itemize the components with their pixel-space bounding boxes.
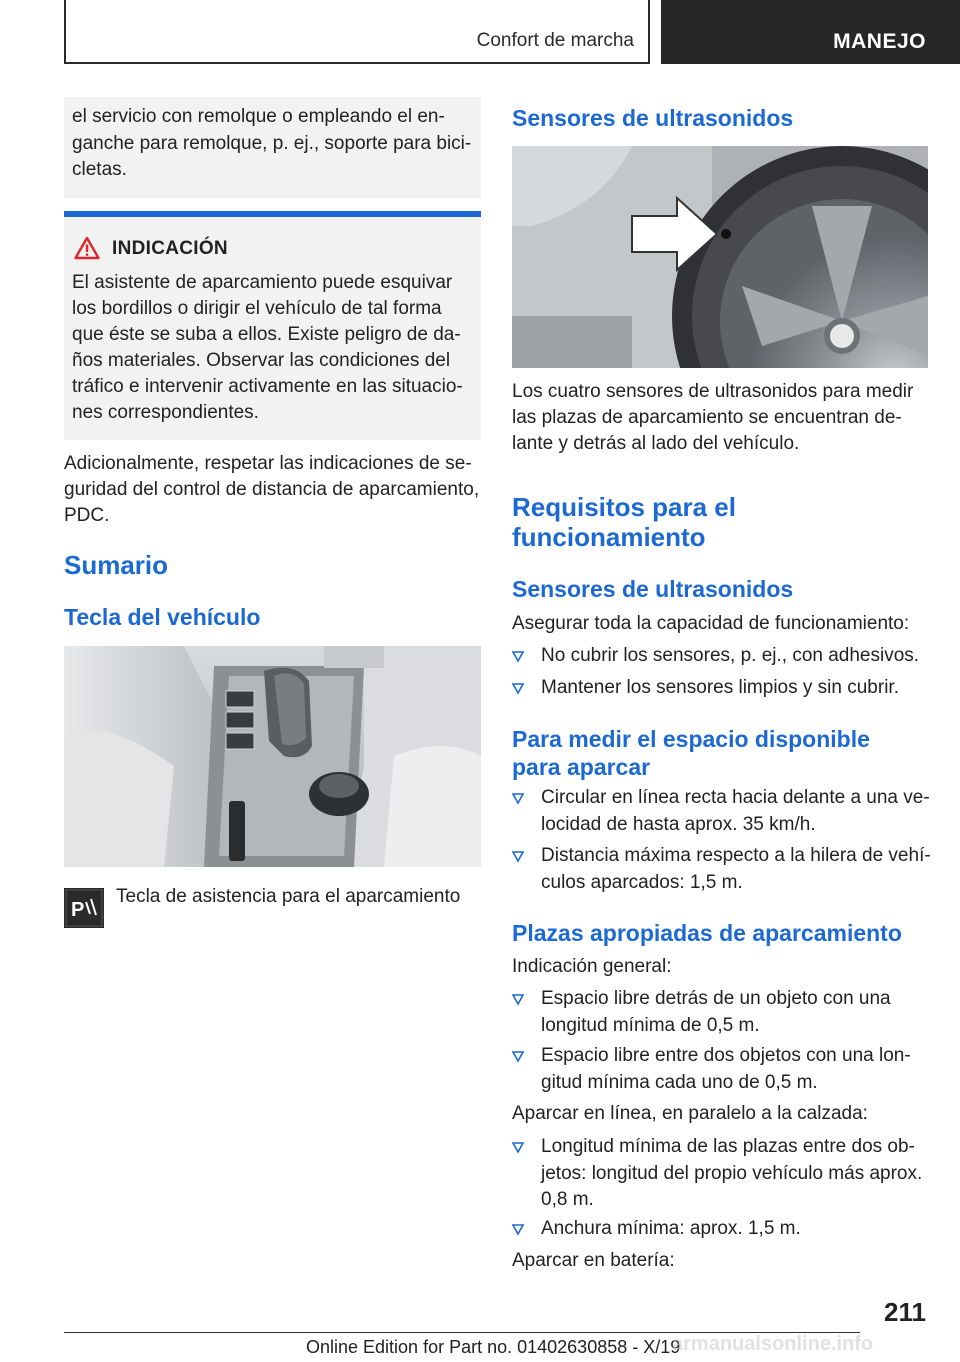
list-item-text: [541, 1134, 931, 1214]
heading-line: Requisitos para el: [512, 492, 736, 522]
warning-line: los bordillos o dirigir el vehículo de tal forma: [72, 298, 442, 319]
list-item-line: culos aparcados: 1,5 m.: [541, 871, 743, 893]
heading-line: Para medir el espacio disponible: [512, 726, 870, 752]
warning-line: que éste se suba a ellos. Existe peligro de da-: [72, 324, 461, 345]
bullet-triangle-icon: [512, 1216, 532, 1236]
continued-note-text: el servicio con remolque o empleando el en- ganche para remolque, p. ej., soporte para bici- cletas.: [72, 106, 472, 180]
warning-line: El asistente de aparcamiento puede esquivar: [72, 272, 453, 293]
bullet-triangle-icon: [512, 1134, 532, 1154]
heading-line: para aparcar: [512, 754, 651, 780]
list-item: [512, 785, 932, 839]
asegurar-text: Asegurar toda la capacidad de funcionamiento:: [512, 613, 910, 634]
paragraph-line: Los cuatro sensores de ultrasonidos para medir: [512, 381, 914, 402]
list-item-line: jetos: longitud del propio vehículo más aprox.: [541, 1162, 923, 1184]
list-item-line: Distancia máxima respecto a la hilera de vehí-: [541, 845, 931, 866]
list-item-line: Espacio libre detrás de un objeto con una: [541, 988, 891, 1009]
paragraph-line: las plazas de aparcamiento se encuentran de-: [512, 407, 902, 428]
watermark: armanualsonline.info: [672, 1333, 874, 1355]
heading-sensores-2: Sensores de ultrasonidos: [512, 576, 794, 602]
list-item: [512, 1043, 932, 1097]
header-chapter-tab: [661, 0, 960, 64]
list-item-text: [541, 1043, 931, 1096]
list-item: [512, 1216, 932, 1243]
list-item-line: Anchura mínima: aprox. 1,5 m.: [541, 1218, 801, 1239]
svg-text:P: P: [71, 899, 85, 921]
list-item: [512, 843, 932, 897]
list-item-line: 0,8 m.: [541, 1189, 594, 1210]
list-item-line: Circular en línea recta hacia delante a una ve-: [541, 787, 930, 808]
list-item-line: Longitud mínima de las plazas entre dos ob-: [541, 1136, 915, 1157]
center-console-photo: [64, 646, 481, 867]
heading-plazas: Plazas apropiadas de aparcamiento: [512, 920, 902, 946]
heading-line: funcionamiento: [512, 522, 706, 552]
heading-medir: [512, 725, 870, 781]
warning-line: nes correspondientes.: [72, 402, 259, 423]
paragraph-line: Adicionalmente, respetar las indicaciones de se-: [64, 453, 472, 474]
list-item: [512, 643, 932, 670]
heading-sumario: Sumario: [64, 550, 169, 580]
list-item: [512, 675, 932, 702]
header-section-box: [64, 0, 650, 64]
list-item: [512, 986, 932, 1040]
heading-requisitos: [512, 492, 736, 552]
list-item-text: [541, 986, 931, 1039]
paragraph-line: PDC.: [64, 505, 110, 526]
key-caption: Tecla de asistencia para el aparcamiento: [116, 886, 461, 907]
list-item: [512, 1134, 932, 1214]
bullet-triangle-icon: [512, 986, 532, 1006]
bullet-triangle-icon: [512, 785, 532, 805]
heading-sensores: Sensores de ultrasonidos: [512, 105, 794, 131]
page-number: 211: [884, 1297, 926, 1327]
bullet-triangle-icon: [512, 643, 532, 663]
sensor-location-photo: [512, 146, 928, 368]
list-item-text: No cubrir los sensores, p. ej., con adhesivos.: [541, 645, 920, 666]
warning-line: ños materiales. Observar las condiciones del: [72, 350, 451, 371]
list-item-text: [541, 785, 931, 838]
indicacion-text: Indicación general:: [512, 956, 672, 977]
paragraph-line: guridad del control de distancia de aparcamiento,: [64, 479, 480, 500]
warning-triangle-icon: [74, 236, 100, 260]
header-chapter-label: MANEJO: [833, 30, 926, 53]
parking-assist-key-icon: [64, 888, 104, 928]
edition-text: Online Edition for Part no. 01402630858 - X/19: [306, 1337, 681, 1357]
paragraph-line: lante y detrás al lado del vehículo.: [512, 433, 800, 454]
header-section-title: Confort de marcha: [476, 30, 634, 51]
bullet-triangle-icon: [512, 675, 532, 695]
bullet-triangle-icon: [512, 1043, 532, 1063]
bateria-text: Aparcar en batería:: [512, 1250, 675, 1271]
linea-text: Aparcar en línea, en paralelo a la calzada:: [512, 1103, 868, 1124]
list-item-text: Mantener los sensores limpios y sin cubrir.: [541, 677, 899, 698]
warning-title: INDICACIÓN: [112, 238, 228, 259]
list-item-text: [541, 843, 931, 896]
list-item-line: gitud mínima cada uno de 0,5 m.: [541, 1071, 818, 1093]
bullet-triangle-icon: [512, 843, 532, 863]
warning-line: tráfico e intervenir activamente en las situacio-: [72, 376, 463, 397]
list-item-line: locidad de hasta aprox. 35 km/h.: [541, 813, 816, 835]
list-item-line: longitud mínima de 0,5 m.: [541, 1014, 760, 1036]
list-item-line: Espacio libre entre dos objetos con una lon-: [541, 1045, 911, 1066]
heading-tecla-vehiculo: Tecla del vehículo: [64, 604, 261, 630]
list-item-text: [541, 1216, 931, 1243]
